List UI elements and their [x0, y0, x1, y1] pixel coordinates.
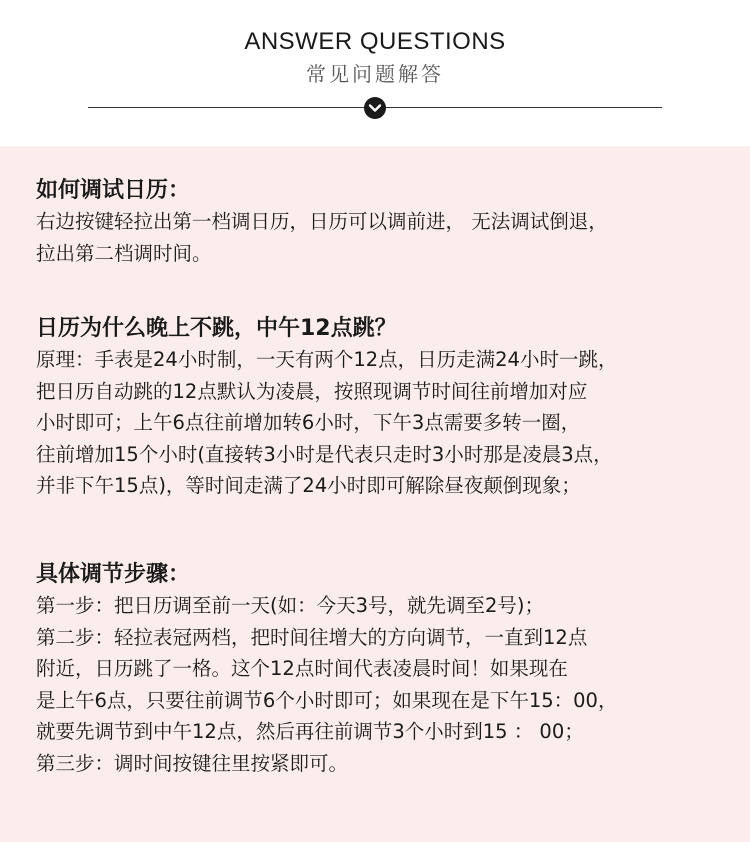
section-text-line: 并非下午15点)，等时间走满了24小时即可解除昼夜颠倒现象； — [36, 474, 581, 497]
section-text-line: 拉出第二档调时间。 — [36, 241, 212, 265]
section-text-line: 是上午6点，只要往前调节6个小时即可；如果现在是下午15：00， — [36, 688, 618, 712]
faq-section-steps — [36, 560, 726, 779]
section-text-line: 往前增加15个小时(直接转3小时是代表只走时3小时那是凌晨3点， — [36, 442, 613, 466]
page-title-cn: 常见问题解答 — [306, 62, 444, 86]
page-title-en: ANSWER QUESTIONS — [244, 28, 506, 55]
section-text-line: 第二步：轻拉表冠两档，把时间往增大的方向调节，一直到12点 — [36, 625, 588, 649]
page-header — [0, 0, 750, 146]
section-text-line: 第三步：调时间按键往里按紧即可。 — [36, 751, 349, 775]
faq-content — [0, 146, 750, 842]
chevron-down-icon — [364, 97, 386, 119]
section-text-line: 原理：手表是24小时制，一天有两个12点，日历走满24小时一跳， — [36, 348, 618, 371]
section-text-line: 附近，日历跳了一格。这个12点时间代表凌晨时间！如果现在 — [36, 657, 568, 680]
section-text-line: 第一步：把日历调至前一天(如：今天3号，就先调至2号)； — [36, 594, 545, 617]
section-heading: 具体调节步骤： — [36, 562, 191, 587]
section-heading: 如何调试日历： — [36, 178, 191, 203]
section-text-line: 右边按键轻拉出第一档调日历，日历可以调前进， 无法调试倒退， — [36, 210, 608, 233]
section-text-line: 小时即可；上午6点往前增加转6小时，下午3点需要多转一圈， — [36, 411, 581, 434]
faq-section-calendar-adjust — [36, 176, 726, 269]
section-heading: 日历为什么晚上不跳，中午12点跳？ — [36, 316, 397, 341]
section-text-line: 把日历自动跳的12点默认为凌晨，按照现调节时间往前增加对应 — [36, 379, 588, 403]
section-text-line: 就要先调节到中午12点，然后再往前调节3个小时到15 ： 00； — [36, 720, 584, 743]
faq-section-noon-jump — [36, 314, 726, 502]
